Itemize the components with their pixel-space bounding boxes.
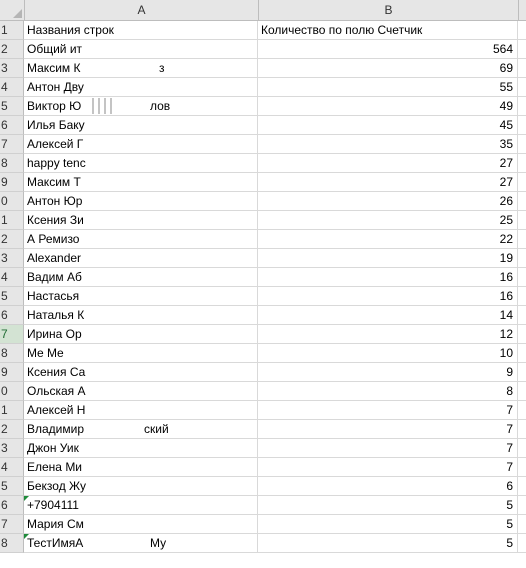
redaction-mask [121, 401, 158, 419]
row-label-text: Антон Юр [27, 194, 83, 208]
table-row [24, 192, 526, 211]
empty-cell[interactable] [518, 458, 526, 476]
row-label-tail: ский [144, 422, 169, 436]
count-cell[interactable]: 69 [258, 59, 518, 77]
row-label-cell[interactable] [24, 173, 258, 191]
count-cell[interactable]: 10 [258, 344, 518, 362]
row-number[interactable]: 6 [0, 496, 24, 515]
redaction-mask [121, 230, 158, 248]
redaction-mask [121, 249, 158, 267]
row-label-text: Ирина Ор [27, 327, 82, 341]
count-cell[interactable]: 19 [258, 249, 518, 267]
row-label-cell[interactable] [24, 477, 258, 495]
row-number[interactable]: 5 [0, 477, 24, 496]
row-label-tail: лов [150, 99, 171, 113]
row-label-cell[interactable] [24, 97, 258, 115]
table-row [24, 363, 526, 382]
count-cell[interactable]: 7 [258, 439, 518, 457]
empty-cell[interactable] [518, 287, 526, 305]
row-number[interactable]: 1 [0, 21, 24, 40]
row-label-cell[interactable] [24, 287, 258, 305]
table-row [24, 21, 526, 40]
row-label-cell[interactable] [24, 306, 258, 324]
row-label-text: Виктор Ю [27, 99, 82, 113]
row-label-text: Alexander [27, 251, 82, 265]
empty-cell[interactable] [518, 116, 526, 134]
count-cell[interactable]: 6 [258, 477, 518, 495]
redaction-mask [121, 344, 158, 362]
table-row [24, 534, 526, 553]
row-label-text: Алексей Н [27, 403, 86, 417]
count-cell[interactable]: 5 [258, 496, 518, 514]
empty-cell[interactable] [518, 230, 526, 248]
table-row [24, 173, 526, 192]
row-label-text: ТестИмяА [27, 536, 84, 550]
count-cell[interactable]: 5 [258, 534, 518, 552]
table-row [24, 116, 526, 135]
redaction-mask [121, 173, 158, 191]
redaction-mask [121, 211, 158, 229]
redaction-mask [121, 363, 158, 381]
table-row [24, 306, 526, 325]
row-label-tail: Му [150, 536, 167, 550]
row-number[interactable]: 3 [0, 249, 24, 268]
row-number[interactable]: 1 [0, 401, 24, 420]
row-number[interactable]: 8 [0, 154, 24, 173]
table-row [24, 268, 526, 287]
empty-cell[interactable] [518, 382, 526, 400]
row-number[interactable]: 5 [0, 287, 24, 306]
table-row [24, 458, 526, 477]
empty-cell[interactable] [518, 59, 526, 77]
count-cell[interactable]: 27 [258, 154, 518, 172]
row-label-text: Алексей Г [27, 137, 84, 151]
empty-cell[interactable] [518, 135, 526, 153]
redaction-mask [121, 59, 158, 77]
count-cell[interactable]: 49 [258, 97, 518, 115]
table-row [24, 59, 526, 78]
count-cell[interactable]: 7 [258, 420, 518, 438]
row-label-cell[interactable] [24, 40, 258, 58]
empty-cell[interactable] [518, 40, 526, 58]
redaction-mask [121, 192, 158, 210]
count-cell[interactable]: 35 [258, 135, 518, 153]
row-label-text: happy tenc [27, 156, 86, 170]
table-row [24, 287, 526, 306]
row-label-cell[interactable] [24, 401, 258, 419]
redaction-mask [121, 78, 158, 96]
table-row [24, 515, 526, 534]
row-label-text: Максим К [27, 61, 81, 75]
table-row [24, 420, 526, 439]
count-cell[interactable]: 8 [258, 382, 518, 400]
row-label-cell[interactable] [24, 382, 258, 400]
row-label-cell[interactable] [24, 325, 258, 343]
empty-cell[interactable] [518, 154, 526, 172]
redaction-mask [121, 515, 158, 533]
row-number[interactable]: 2 [0, 40, 24, 59]
count-cell[interactable]: 7 [258, 401, 518, 419]
empty-cell[interactable] [518, 306, 526, 324]
empty-cell[interactable] [518, 192, 526, 210]
empty-cell[interactable] [518, 477, 526, 495]
row-label-cell[interactable] [24, 78, 258, 96]
select-all-corner[interactable] [0, 0, 25, 20]
empty-cell[interactable] [518, 401, 526, 419]
row-label-cell[interactable] [24, 268, 258, 286]
empty-cell[interactable] [518, 325, 526, 343]
count-cell[interactable]: 9 [258, 363, 518, 381]
row-number[interactable]: 5 [0, 97, 24, 116]
table-row [24, 382, 526, 401]
redaction-mask [121, 477, 158, 495]
empty-cell[interactable] [518, 439, 526, 457]
row-label-cell[interactable] [24, 439, 258, 457]
table-row [24, 496, 526, 515]
row-label-text: Me Me [27, 346, 64, 360]
row-number[interactable]: 6 [0, 306, 24, 325]
row-label-cell[interactable] [24, 420, 258, 438]
redaction-mask [121, 268, 158, 286]
row-label-text: А Ремизо [27, 232, 80, 246]
row-number[interactable]: 3 [0, 59, 24, 78]
redaction-mask [121, 458, 158, 476]
empty-cell[interactable] [518, 97, 526, 115]
row-label-text: Владимир [27, 422, 85, 436]
row-label-cell[interactable] [24, 534, 258, 552]
redaction-mask [121, 40, 158, 58]
error-indicator-icon [24, 534, 29, 539]
empty-cell[interactable] [518, 78, 526, 96]
row-number[interactable]: 7 [0, 515, 24, 534]
count-cell[interactable]: 16 [258, 287, 518, 305]
row-label-text: Мария См [27, 517, 84, 531]
row-number[interactable]: 2 [0, 230, 24, 249]
empty-cell[interactable] [518, 268, 526, 286]
redaction-mask [121, 439, 158, 457]
empty-cell[interactable] [518, 249, 526, 267]
row-header-column [0, 21, 24, 553]
column-header-bar [0, 0, 526, 21]
row-number[interactable]: 7 [0, 325, 24, 344]
cell-c1[interactable] [518, 21, 526, 39]
count-cell[interactable]: 564 [258, 40, 518, 58]
row-number[interactable]: 3 [0, 439, 24, 458]
redaction-mask [121, 287, 158, 305]
column-header-a[interactable]: A [25, 0, 259, 20]
row-label-cell[interactable] [24, 458, 258, 476]
table-row [24, 78, 526, 97]
count-cell[interactable]: 25 [258, 211, 518, 229]
table-row [24, 154, 526, 173]
table-row [24, 40, 526, 59]
row-number[interactable]: 0 [0, 192, 24, 211]
row-label-text: Максим Т [27, 175, 81, 189]
row-label-cell[interactable] [24, 496, 258, 514]
redaction-mask [121, 306, 158, 324]
select-all-triangle-icon [13, 9, 22, 18]
row-label-text: Илья Баку [27, 118, 85, 132]
row-label-text: Общий ит [27, 42, 83, 56]
count-cell[interactable]: 12 [258, 325, 518, 343]
redaction-mask [121, 135, 158, 153]
row-number[interactable]: 1 [0, 211, 24, 230]
count-cell[interactable]: 45 [258, 116, 518, 134]
row-number[interactable]: 2 [0, 420, 24, 439]
cell-a1[interactable]: Названия строк [24, 21, 258, 39]
table-row [24, 211, 526, 230]
row-label-cell[interactable] [24, 116, 258, 134]
empty-cell[interactable] [518, 496, 526, 514]
row-number[interactable]: 9 [0, 173, 24, 192]
row-label-cell[interactable] [24, 249, 258, 267]
row-label-text: Елена Ми [27, 460, 83, 474]
row-number[interactable]: 4 [0, 458, 24, 477]
count-cell[interactable]: 16 [258, 268, 518, 286]
table-row [24, 249, 526, 268]
row-label-text: Настасья [27, 289, 80, 303]
row-label-cell[interactable] [24, 59, 258, 77]
row-label-text: Антон Дву [27, 80, 84, 94]
row-label-text: Ксения Са [27, 365, 86, 379]
row-label-cell[interactable] [24, 135, 258, 153]
row-number[interactable]: 4 [0, 78, 24, 97]
redaction-mask [121, 382, 158, 400]
row-label-text: Ксения Зи [27, 213, 84, 227]
row-label-cell[interactable] [24, 192, 258, 210]
count-cell[interactable]: 22 [258, 230, 518, 248]
row-label-tail: з [159, 61, 165, 75]
empty-cell[interactable] [518, 420, 526, 438]
error-indicator-icon [24, 496, 29, 501]
row-label-text: +7904111 [27, 498, 79, 512]
count-cell[interactable]: 7 [258, 458, 518, 476]
count-cell[interactable]: 14 [258, 306, 518, 324]
row-number[interactable]: 8 [0, 344, 24, 363]
row-number[interactable]: 7 [0, 135, 24, 154]
row-label-cell[interactable] [24, 515, 258, 533]
redaction-mask [121, 496, 158, 514]
column-header-b[interactable]: B [259, 0, 519, 20]
empty-cell[interactable] [518, 515, 526, 533]
row-label-text: Джон Уик [27, 441, 79, 455]
row-number[interactable]: 0 [0, 382, 24, 401]
table-row [24, 477, 526, 496]
redaction-mask [121, 325, 158, 343]
redaction-stripes [92, 98, 116, 114]
table-row [24, 439, 526, 458]
table-row [24, 230, 526, 249]
table-row [24, 325, 526, 344]
count-cell[interactable]: 26 [258, 192, 518, 210]
row-label-cell[interactable] [24, 363, 258, 381]
count-cell[interactable]: 55 [258, 78, 518, 96]
row-label-cell[interactable] [24, 230, 258, 248]
row-label-cell[interactable] [24, 344, 258, 362]
row-label-text: Вадим Аб [27, 270, 82, 284]
cell-grid [24, 21, 526, 553]
empty-cell[interactable] [518, 534, 526, 552]
redaction-mask [121, 116, 158, 134]
row-label-cell[interactable] [24, 154, 258, 172]
row-label-text: Бекзод Жу [27, 479, 86, 493]
row-label-text: Ольская А [27, 384, 86, 398]
count-cell[interactable]: 27 [258, 173, 518, 191]
empty-cell[interactable] [518, 211, 526, 229]
row-label-cell[interactable] [24, 211, 258, 229]
empty-cell[interactable] [518, 344, 526, 362]
count-cell[interactable]: 5 [258, 515, 518, 533]
table-row [24, 135, 526, 154]
row-number[interactable]: 9 [0, 363, 24, 382]
table-row [24, 97, 526, 116]
empty-cell[interactable] [518, 363, 526, 381]
table-row [24, 401, 526, 420]
table-row [24, 344, 526, 363]
empty-cell[interactable] [518, 173, 526, 191]
row-label-text: Наталья К [27, 308, 85, 322]
cell-b1[interactable]: Количество по полю Счетчик [258, 21, 518, 39]
row-number[interactable]: 6 [0, 116, 24, 135]
redaction-mask [121, 154, 158, 172]
row-number[interactable]: 8 [0, 534, 24, 553]
row-number[interactable]: 4 [0, 268, 24, 287]
